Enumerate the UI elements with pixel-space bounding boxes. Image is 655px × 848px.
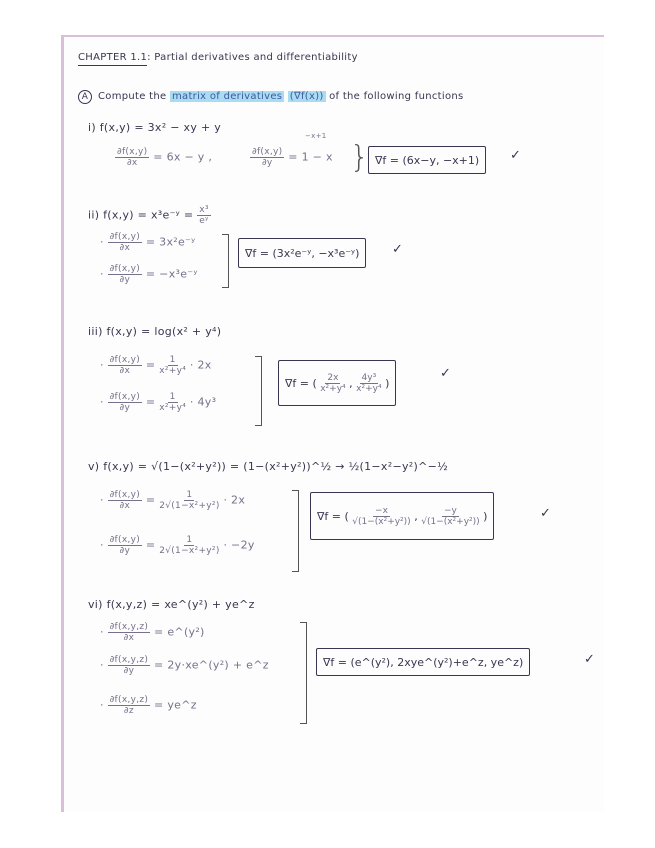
problem-ii-dx: · $\frac{\partial f(x,y)}{\partial x}$ = 3x²e⁻ʸ xyxy=(100,232,196,253)
problem-i-function xyxy=(88,121,221,134)
curly-brace: } xyxy=(350,140,370,175)
bracket xyxy=(300,622,307,724)
check-mark: ✓ xyxy=(392,242,403,257)
task-statement xyxy=(78,90,464,104)
problem-iii-dx: · $\frac{\partial f(x,y)}{\partial x}$ = $\frac{1}{\text{x²+y⁴}}$ · 2x xyxy=(100,355,212,376)
problem-iii-function: iii) f(x,y) = log(x² + y⁴) xyxy=(88,325,222,338)
problem-v-dx: · $\frac{\partial f(x,y)}{\partial x}$ = $\frac{1}{\text{2√(1−x²+y²)}}$ · 2x xyxy=(100,490,246,511)
highlighted-gradient: (∇f(x)) xyxy=(289,91,324,102)
task-prefix: Compute the xyxy=(98,91,167,102)
task-suffix: of the following functions xyxy=(329,91,464,102)
chapter-title: : Partial derivatives and differentiability xyxy=(147,52,358,63)
task-number: A xyxy=(78,90,92,104)
bracket xyxy=(255,356,262,426)
problem-vi-result-box: ∇f = (e^(y²), 2xye^(y²)+e^z, ye^z) xyxy=(316,648,530,676)
problem-ii-function: ii) f(x,y) = x³e⁻ʸ = $\frac{\text{x³}}{\text{eʸ}}$ xyxy=(88,205,209,226)
problem-i-result-box: ∇f = (6x−y, −x+1) xyxy=(368,146,486,174)
check-mark: ✓ xyxy=(584,652,595,667)
chapter-heading xyxy=(78,52,358,63)
problem-vi-dy: · $\frac{\partial f(x,y,z)}{\partial y}$ = 2y·xe^(y²) + e^z xyxy=(100,655,269,676)
function-expression: f(x,y) = 3x² − xy + y xyxy=(99,121,222,134)
highlighted-text: matrix of derivatives xyxy=(171,91,283,102)
check-mark: ✓ xyxy=(540,506,551,521)
bracket xyxy=(222,234,229,288)
problem-iii-result-box: ∇f = ( $\frac{2x}{\text{x²+y⁴}}$ , $\frac{\text{4y³}}{\text{x²+y⁴}}$ ) xyxy=(278,360,396,406)
problem-i-dx: $\frac{\partial f(x,y)}{\partial x}$ = 6x − y , xyxy=(117,147,213,168)
problem-ii-result-box: ∇f = (3x²e⁻ʸ, −x³e⁻ʸ) xyxy=(238,238,366,268)
bracket xyxy=(292,490,299,572)
problem-i-dy: $\frac{\partial f(x,y)}{\partial y}$ = 1 − x xyxy=(252,147,333,168)
problem-iii-dy: · $\frac{\partial f(x,y)}{\partial y}$ = $\frac{1}{\text{x²+y⁴}}$ · 4y³ xyxy=(100,392,217,413)
chapter-number: CHAPTER 1.1 xyxy=(78,52,147,66)
problem-ii-dy: · $\frac{\partial f(x,y)}{\partial y}$ = −x³e⁻ʸ xyxy=(100,264,198,285)
problem-v-dy: · $\frac{\partial f(x,y)}{\partial y}$ = $\frac{1}{\text{2√(1−x²+y²)}}$ · −2y xyxy=(100,535,255,556)
problem-v-function: v) f(x,y) = √(1−(x²+y²)) = (1−(x²+y²))^½ → ½(1−x²−y²)^−½ xyxy=(88,460,449,473)
check-mark: ✓ xyxy=(440,366,451,381)
problem-vi-dz: · $\frac{\partial f(x,y,z)}{\partial z}$ = ye^z xyxy=(100,695,197,716)
problem-vi-dx: · $\frac{\partial f(x,y,z)}{\partial x}$ = e^(y²) xyxy=(100,622,205,643)
check-mark: ✓ xyxy=(510,148,521,163)
problem-v-result-box: ∇f = ( $\frac{-x}{\text{√(1−(x²+y²))}}$ , $\frac{-y}{\text{√(1−(x²+y²))}}$ ) xyxy=(310,492,494,540)
problem-vi-function: vi) f(x,y,z) = xe^(y²) + ye^z xyxy=(88,598,255,611)
problem-i-note: −x+1 xyxy=(305,132,327,140)
problem-label: i) xyxy=(88,121,96,134)
